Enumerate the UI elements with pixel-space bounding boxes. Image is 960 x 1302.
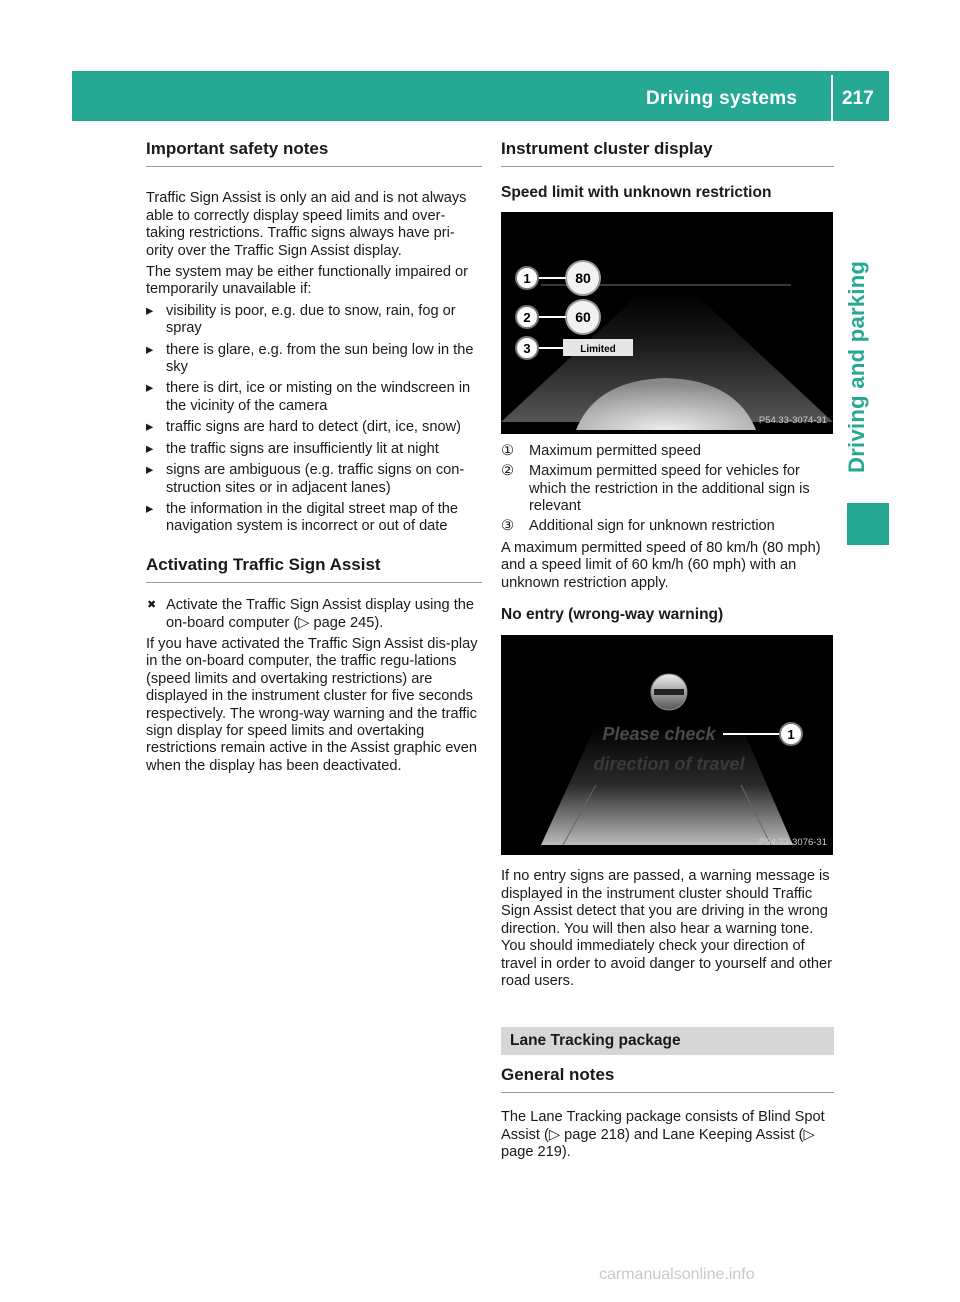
warning-line-2: direction of travel	[593, 754, 745, 775]
bullet-item: ▸ visibility is poor, e.g. due to snow, rain, fog or spray	[146, 303, 482, 338]
header-divider	[831, 75, 833, 121]
paragraph: The system may be either functionally impaired or temporarily unavailable if:	[146, 264, 469, 298]
no-entry-illustration	[501, 635, 833, 855]
subheading-speed-limit: Speed limit with unknown restriction	[501, 184, 772, 202]
section-banner-lane-tracking: Lane Tracking package	[501, 1027, 834, 1054]
legend-item	[501, 443, 834, 460]
watermark: carmanualsonline.info	[599, 1266, 755, 1283]
paragraph: The Lane Tracking package consists of Blind Spot Assist (▷ page 218) and Lane Keeping Assist (▷ page 219).	[501, 1109, 825, 1160]
figure-speed-limit	[501, 212, 833, 434]
figure-code: P54.33-3074-31	[758, 415, 827, 427]
header-title: Driving systems	[646, 88, 798, 109]
section-heading-general-notes: General notes	[501, 1066, 834, 1093]
callout-3: 3	[523, 340, 531, 356]
left-column	[146, 140, 482, 775]
instruction-step: ✖ Activate the Traffic Sign Assist display using the on-board computer (▷ page 245).	[146, 597, 482, 632]
legend-number: ②	[501, 463, 515, 480]
bullet-item: ▸ signs are ambiguous (e.g. traffic signs on con-struction sites or in adjacent lanes)	[146, 462, 482, 497]
bullet-item: ▸ the information in the digital street map of the navigation system is incorrect or out of date	[146, 501, 482, 536]
side-tab-label: Driving and parking	[844, 260, 869, 473]
paragraph: A maximum permitted speed of 80 km/h (80 mph) and a speed limit of 60 km/h (60 mph) with an unknown restriction apply.	[501, 539, 821, 591]
speed-sign-80-text: 80	[575, 269, 591, 286]
page-number: 217	[842, 88, 874, 109]
callout-1: 1	[523, 270, 531, 286]
warning-line-1: Please check	[602, 724, 716, 745]
paragraph: If no entry signs are passed, a warning message is displayed in the instrument cluster should Traffic Sign Assist detect that you are driving in the wrong direction. You will then also hear a warning tone. You should immediately check your direction of travel in order to avoid danger to yourself and other road users.	[501, 868, 832, 989]
callout-2: 2	[523, 309, 531, 325]
section-heading-activating: Activating Traffic Sign Assist	[146, 556, 482, 583]
figure-code: P54.33-3076-31	[758, 837, 827, 849]
speed-sign-60-text: 60	[575, 308, 591, 325]
legend-number: ①	[501, 442, 515, 459]
paragraph: Traffic Sign Assist is only an aid and is not always able to correctly display speed limits and over-taking restrictions. Traffic signs always have pri-ority over the Traffic Sign Assist display.	[146, 190, 467, 259]
limited-plate-text: Limited	[580, 343, 616, 355]
bullet-item: ▸ there is glare, e.g. from the sun being low in the sky	[146, 342, 482, 377]
section-heading-cluster: Instrument cluster display	[501, 140, 834, 167]
side-tab	[832, 150, 892, 480]
legend-item	[501, 518, 834, 535]
section-heading-safety: Important safety notes	[146, 140, 482, 167]
legend-text: Additional sign for unknown restriction	[529, 518, 775, 535]
figure-no-entry	[501, 635, 833, 855]
bullet-item: ▸ traffic signs are hard to detect (dirt, ice, snow)	[146, 419, 482, 436]
bullet-list	[146, 303, 482, 536]
side-tab-marker	[847, 503, 889, 545]
figure-legend	[501, 443, 834, 536]
no-entry-bar	[654, 689, 684, 695]
bullet-item: ▸ the traffic signs are insufficiently lit at night	[146, 441, 482, 458]
legend-number: ③	[501, 518, 515, 535]
subheading-no-entry: No entry (wrong-way warning)	[501, 606, 724, 624]
bullet-item: ▸ there is dirt, ice or misting on the windscreen in the vicinity of the camera	[146, 380, 482, 415]
paragraph: If you have activated the Traffic Sign Assist dis-play in the on-board computer, the traffic regu-lations (speed limits and overtaking restrictions) are displayed in the instrument cluster for five seconds respectively. The wrong-way warning and the traffic sign display for speed limits and overtaking restrictions remain active in the Assist graphic even when the display has been deactivated.	[146, 635, 478, 774]
legend-item	[501, 463, 834, 515]
right-column	[501, 140, 834, 1161]
legend-text: Maximum permitted speed for vehicles for which the restriction in the additional sign is relevant	[529, 463, 810, 515]
callout-1: 1	[787, 727, 795, 743]
speed-limit-illustration	[501, 212, 833, 434]
legend-text: Maximum permitted speed	[529, 442, 701, 459]
